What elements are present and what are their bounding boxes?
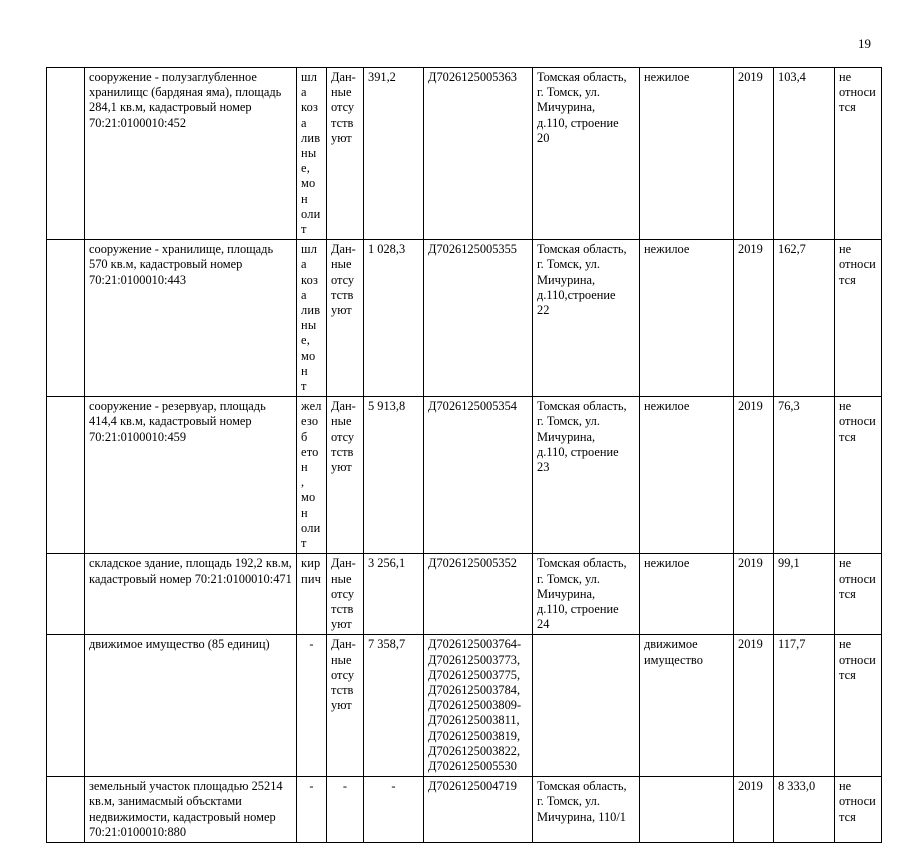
row-number-cell bbox=[47, 777, 85, 843]
condition-cell: Дан- ные отсу тств уют bbox=[327, 554, 364, 635]
material-cell: кир пич bbox=[297, 554, 327, 635]
purpose-cell: движимое имущество bbox=[640, 635, 734, 777]
relation-cell: не относи тся bbox=[835, 240, 882, 397]
address-cell: Томская область, г. Томск, ул. Мичурина, 110/1 bbox=[533, 777, 640, 843]
table-row bbox=[47, 554, 882, 635]
purpose-cell: нежилое bbox=[640, 240, 734, 397]
value-cell: 1 028,3 bbox=[364, 240, 424, 397]
condition-cell: Дан- ные отсу тств уют bbox=[327, 397, 364, 554]
description-cell: складское здание, площадь 192,2 кв.м, кадастровый номер 70:21:0100010:471 bbox=[85, 554, 297, 635]
inventory-number-cell: Д7026125005354 bbox=[424, 397, 533, 554]
year-cell: 2019 bbox=[734, 777, 774, 843]
description-cell: сооружение - резервуар, площадь 414,4 кв.м, кадастровый номер 70:21:0100010:459 bbox=[85, 397, 297, 554]
table-row bbox=[47, 240, 882, 397]
year-cell: 2019 bbox=[734, 68, 774, 240]
description-cell: сооружение - хранилище, площадь 570 кв.м, кадастровый номер 70:21:0100010:443 bbox=[85, 240, 297, 397]
relation-cell: не относи тся bbox=[835, 777, 882, 843]
value-cell: 7 358,7 bbox=[364, 635, 424, 777]
row-number-cell bbox=[47, 397, 85, 554]
relation-cell: не относи тся bbox=[835, 635, 882, 777]
condition-cell: Дан- ные отсу тств уют bbox=[327, 68, 364, 240]
material-cell: шла коза лив ные, мон т bbox=[297, 240, 327, 397]
table-row bbox=[47, 397, 882, 554]
table-row bbox=[47, 635, 882, 777]
row-number-cell bbox=[47, 240, 85, 397]
amount-cell: 76,3 bbox=[774, 397, 835, 554]
condition-cell: Дан- ные отсу тств уют bbox=[327, 240, 364, 397]
address-cell: Томская область, г. Томск, ул. Мичурина, д.110,строение 22 bbox=[533, 240, 640, 397]
material-cell: жел езоб етон , мон оли т bbox=[297, 397, 327, 554]
purpose-cell: нежилое bbox=[640, 554, 734, 635]
year-cell: 2019 bbox=[734, 635, 774, 777]
table-row bbox=[47, 777, 882, 843]
year-cell: 2019 bbox=[734, 240, 774, 397]
row-number-cell bbox=[47, 554, 85, 635]
description-cell: земельный участок площадью 25214 кв.м, занимасмый объсктами недвижимости, кадастровый номер 70:21:0100010:880 bbox=[85, 777, 297, 843]
description-cell: сооружение - полузаглубленное хранилищс (бардяная яма), площадь 284,1 кв.м, кадастровый номер 70:21:0100010:452 bbox=[85, 68, 297, 240]
value-cell: - bbox=[364, 777, 424, 843]
inventory-number-cell: Д7026125005363 bbox=[424, 68, 533, 240]
inventory-number-cell: Д7026125003764- Д7026125003773, Д7026125003775, Д7026125003784, Д7026125003809- Д7026125003811, Д7026125003819, Д7026125003822, Д7026125005530 bbox=[424, 635, 533, 777]
material-cell: - bbox=[297, 777, 327, 843]
inventory-number-cell: Д7026125004719 bbox=[424, 777, 533, 843]
amount-cell: 162,7 bbox=[774, 240, 835, 397]
amount-cell: 8 333,0 bbox=[774, 777, 835, 843]
year-cell: 2019 bbox=[734, 397, 774, 554]
condition-cell: Дан- ные отсу тств уют bbox=[327, 635, 364, 777]
purpose-cell: нежилое bbox=[640, 397, 734, 554]
inventory-number-cell: Д7026125005355 bbox=[424, 240, 533, 397]
description-cell: движимое имущество (85 единиц) bbox=[85, 635, 297, 777]
material-cell: - bbox=[297, 635, 327, 777]
relation-cell: не относи тся bbox=[835, 68, 882, 240]
inventory-number-cell: Д7026125005352 bbox=[424, 554, 533, 635]
material-cell: шла коза лив ные, мон оли т bbox=[297, 68, 327, 240]
row-number-cell bbox=[47, 635, 85, 777]
table-row bbox=[47, 68, 882, 240]
relation-cell: не относи тся bbox=[835, 397, 882, 554]
property-register-table bbox=[46, 67, 882, 843]
row-number-cell bbox=[47, 68, 85, 240]
relation-cell: не относи тся bbox=[835, 554, 882, 635]
address-cell: Томская область, г. Томск, ул. Мичурина, д.110, строение 23 bbox=[533, 397, 640, 554]
address-cell bbox=[533, 635, 640, 777]
amount-cell: 117,7 bbox=[774, 635, 835, 777]
amount-cell: 99,1 bbox=[774, 554, 835, 635]
address-cell: Томская область, г. Томск, ул. Мичурина, д.110, строение 24 bbox=[533, 554, 640, 635]
purpose-cell: нежилое bbox=[640, 68, 734, 240]
amount-cell: 103,4 bbox=[774, 68, 835, 240]
purpose-cell bbox=[640, 777, 734, 843]
value-cell: 3 256,1 bbox=[364, 554, 424, 635]
page-number: 19 bbox=[858, 36, 871, 51]
value-cell: 5 913,8 bbox=[364, 397, 424, 554]
value-cell: 391,2 bbox=[364, 68, 424, 240]
year-cell: 2019 bbox=[734, 554, 774, 635]
condition-cell: - bbox=[327, 777, 364, 843]
address-cell: Томская область, г. Томск, ул. Мичурина, д.110, строение 20 bbox=[533, 68, 640, 240]
